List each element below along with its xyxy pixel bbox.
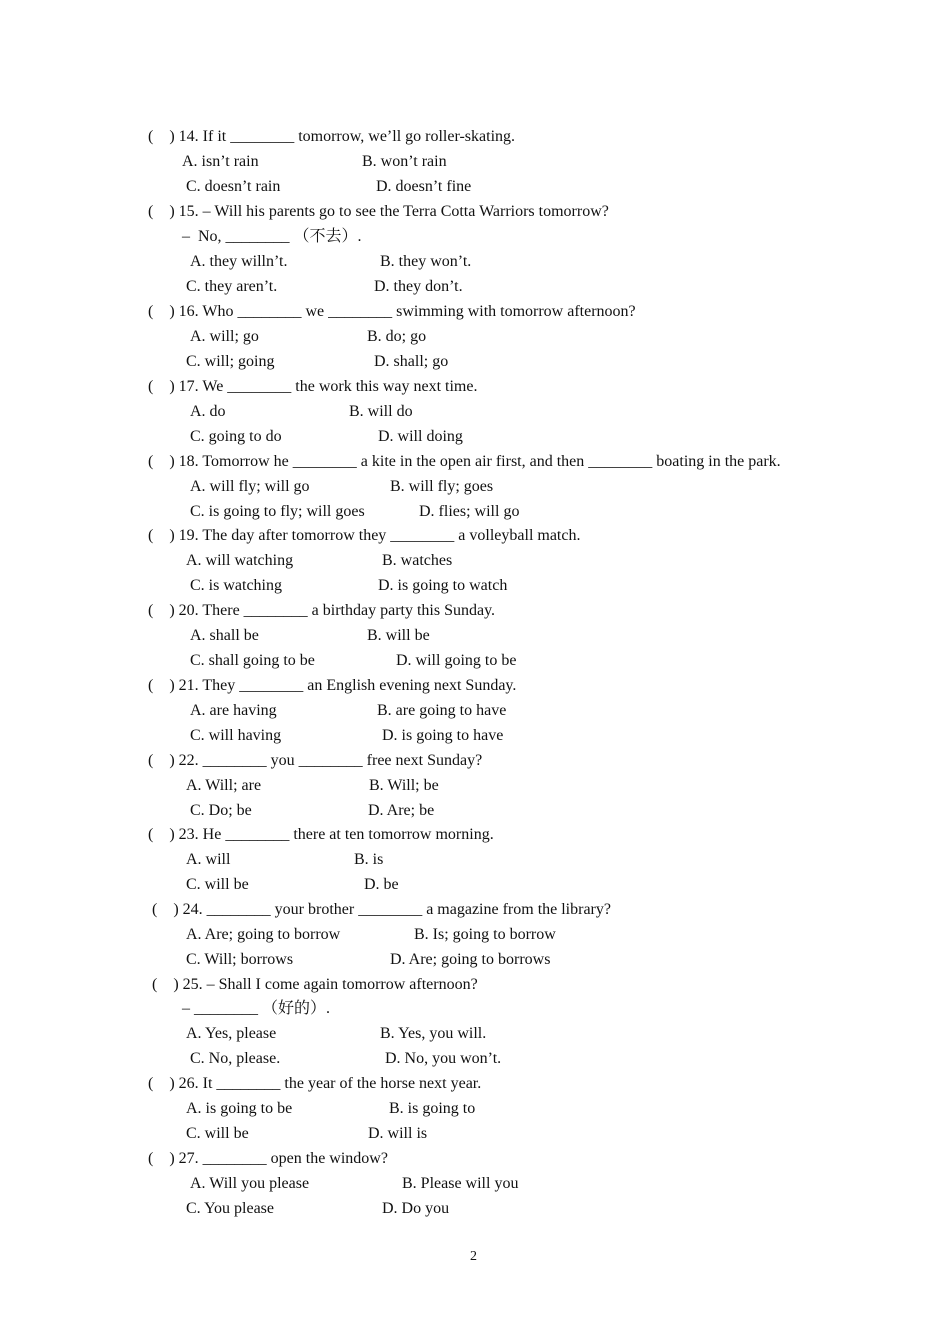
- option-d: D. shall; go: [374, 353, 449, 370]
- question-stem: ( ) 19. The day after tomorrow they ________ a volleyball match.: [148, 527, 581, 544]
- option-d: D. will going to be: [396, 652, 517, 669]
- option-d: D. is going to have: [382, 727, 504, 744]
- option-a: A. will; go: [190, 328, 259, 345]
- page-number: 2: [470, 1249, 477, 1264]
- option-c: C. will be: [186, 1125, 249, 1142]
- option-c: C. Do; be: [190, 802, 252, 819]
- option-b: B. watches: [382, 552, 453, 569]
- option-c: C. You please: [186, 1200, 275, 1217]
- option-d: D. will doing: [378, 428, 463, 445]
- option-a: A. is going to be: [186, 1100, 293, 1117]
- option-c: C. No, please.: [190, 1050, 281, 1067]
- question-stem: ( ) 26. It ________ the year of the horse next year.: [148, 1075, 482, 1092]
- option-b: B. Is; going to borrow: [414, 926, 556, 943]
- option-d: D. Do you: [382, 1200, 450, 1217]
- option-c: C. going to do: [190, 428, 282, 445]
- option-a: A. they willn’t.: [190, 253, 288, 270]
- option-c: C. doesn’t rain: [186, 178, 281, 195]
- question-stem: ( ) 17. We ________ the work this way next time.: [148, 378, 478, 395]
- option-a: A. do: [190, 403, 226, 420]
- option-c: C. Will; borrows: [186, 951, 294, 968]
- option-a: A. will watching: [186, 552, 294, 569]
- question-stem: ( ) 24. ________ your brother ________ a magazine from the library?: [152, 901, 611, 918]
- option-b: B. Yes, you will.: [380, 1025, 487, 1042]
- answer-prompt: – No, ________ （不去）.: [182, 228, 362, 245]
- question-stem: ( ) 27. ________ open the window?: [148, 1150, 388, 1167]
- option-c: C. will; going: [186, 353, 275, 370]
- option-d: D. Are; going to borrows: [390, 951, 551, 968]
- option-c: C. is going to fly; will goes: [190, 503, 365, 520]
- option-b: B. will do: [349, 403, 413, 420]
- option-d: D. doesn’t fine: [376, 178, 472, 195]
- question-stem: ( ) 18. Tomorrow he ________ a kite in the open air first, and then ________ boating in the park.: [148, 453, 781, 470]
- option-a: A. Yes, please: [186, 1025, 277, 1042]
- option-c: C. shall going to be: [190, 652, 315, 669]
- option-d: D. No, you won’t.: [385, 1050, 502, 1067]
- option-d: D. Are; be: [368, 802, 435, 819]
- option-b: B. will be: [367, 627, 430, 644]
- option-d: D. will is: [368, 1125, 428, 1142]
- option-b: B. Will; be: [369, 777, 439, 794]
- option-c: C. they aren’t.: [186, 278, 278, 295]
- option-b: B. won’t rain: [362, 153, 447, 170]
- option-d: D. is going to watch: [378, 577, 508, 594]
- option-a: A. isn’t rain: [182, 153, 259, 170]
- question-stem: ( ) 20. There ________ a birthday party this Sunday.: [148, 602, 496, 619]
- option-a: A. Will; are: [186, 777, 262, 794]
- question-stem: ( ) 22. ________ you ________ free next Sunday?: [148, 752, 483, 769]
- option-d: D. flies; will go: [419, 503, 520, 520]
- option-a: A. will: [186, 851, 231, 868]
- question-stem: ( ) 16. Who ________ we ________ swimming with tomorrow afternoon?: [148, 303, 636, 320]
- option-b: B. will fly; goes: [390, 478, 494, 495]
- option-b: B. Please will you: [402, 1175, 519, 1192]
- option-a: A. are having: [190, 702, 277, 719]
- option-b: B. are going to have: [377, 702, 507, 719]
- option-a: A. will fly; will go: [190, 478, 310, 495]
- option-c: C. will be: [186, 876, 249, 893]
- option-a: A. shall be: [190, 627, 259, 644]
- question-stem: ( ) 14. If it ________ tomorrow, we’ll go roller-skating.: [148, 128, 516, 145]
- option-b: B. is: [354, 851, 384, 868]
- option-a: A. Will you please: [190, 1175, 310, 1192]
- option-c: C. is watching: [190, 577, 282, 594]
- option-d: D. they don’t.: [374, 278, 463, 295]
- option-b: B. is going to: [389, 1100, 476, 1117]
- question-stem: ( ) 23. He ________ there at ten tomorrow morning.: [148, 826, 494, 843]
- question-stem: ( ) 21. They ________ an English evening next Sunday.: [148, 677, 517, 694]
- question-stem: ( ) 25. – Shall I come again tomorrow afternoon?: [152, 976, 478, 993]
- answer-prompt: – ________ （好的）.: [182, 1000, 331, 1017]
- option-b: B. they won’t.: [380, 253, 472, 270]
- question-stem: ( ) 15. – Will his parents go to see the Terra Cotta Warriors tomorrow?: [148, 203, 609, 220]
- option-d: D. be: [364, 876, 399, 893]
- option-a: A. Are; going to borrow: [186, 926, 341, 943]
- option-b: B. do; go: [367, 328, 427, 345]
- option-c: C. will having: [190, 727, 282, 744]
